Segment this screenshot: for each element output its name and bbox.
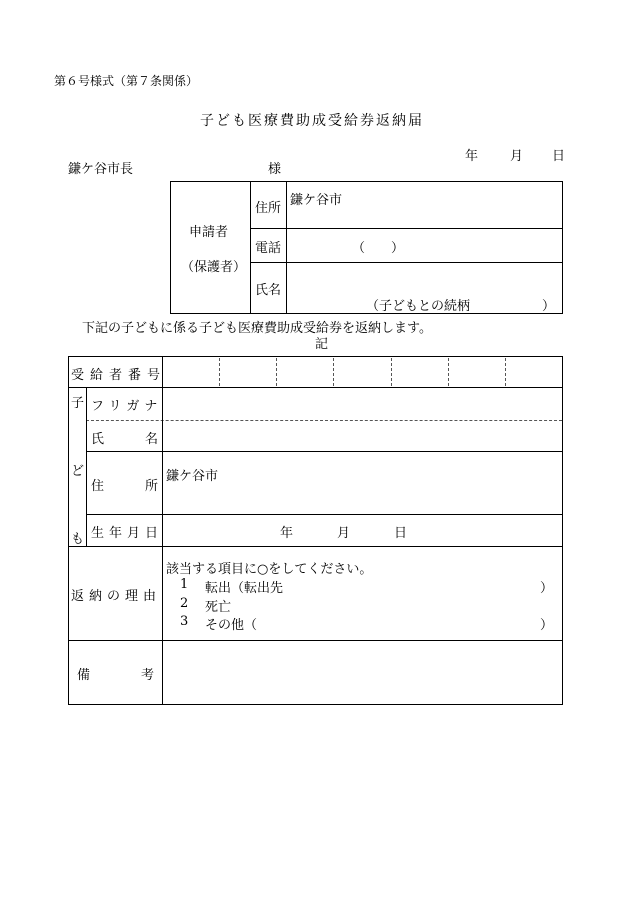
form-number: 第６号様式（第７条関係）: [54, 74, 199, 88]
birth-day: 日: [394, 526, 408, 541]
statement: 下記の子どもに係る子ども医療費助成受給券を返納します。: [82, 321, 432, 336]
reason-close: ）: [540, 618, 554, 633]
reason-text: 転出（転出先: [205, 581, 284, 596]
addressee-name: 鎌ケ谷市長: [68, 162, 134, 177]
child-name-label-2: 名: [145, 432, 159, 447]
applicant-name-label: 氏名: [255, 283, 282, 298]
child-address-value[interactable]: 鎌ケ谷市: [166, 469, 219, 484]
reason-close: ）: [540, 581, 554, 596]
relation-label: （子どもとの続柄: [366, 299, 471, 314]
child-label-3: も: [71, 532, 85, 547]
furigana-label: フリガナ: [91, 399, 163, 414]
child-address-label-2: 所: [145, 479, 159, 494]
reason-text: その他（: [205, 618, 258, 633]
child-address-label-1: 住: [91, 479, 105, 494]
remarks-label-1: 備: [77, 668, 91, 683]
addressee-honorific: 様: [268, 162, 282, 177]
form-title: 子ども医療費助成受給券返納届: [200, 113, 424, 129]
ki-label: 記: [315, 337, 329, 352]
date-month: 月: [510, 149, 524, 164]
reason-instruction: 該当する項目に○をしてください。: [166, 562, 373, 577]
reason-number: 1: [180, 577, 189, 592]
applicant-address-value[interactable]: 鎌ケ谷市: [290, 193, 343, 208]
child-label-2: ど: [71, 464, 85, 479]
reason-number: 3: [180, 614, 189, 629]
child-label-1: 子: [71, 396, 85, 411]
date-year: 年: [465, 149, 479, 164]
remarks-label-2: 考: [141, 668, 155, 683]
child-name-label-1: 氏: [91, 432, 105, 447]
applicant-phone-field[interactable]: （ ）: [352, 241, 405, 256]
applicant-address-label: 住所: [255, 201, 282, 216]
reason-number: 2: [180, 596, 189, 611]
birth-month: 月: [337, 526, 351, 541]
date-day: 日: [552, 149, 566, 164]
birth-year: 年: [280, 526, 294, 541]
relation-close: ）: [542, 299, 556, 314]
applicant-label: 申請者: [189, 225, 229, 240]
birthdate-label: 生年月日: [91, 526, 164, 541]
reason-label: 返納の理由: [71, 589, 162, 604]
guardian-label: （保護者）: [181, 260, 247, 275]
recipient-number-label: 受給者番号: [71, 368, 167, 383]
applicant-phone-label: 電話: [255, 241, 282, 256]
reason-text: 死亡: [205, 600, 232, 615]
